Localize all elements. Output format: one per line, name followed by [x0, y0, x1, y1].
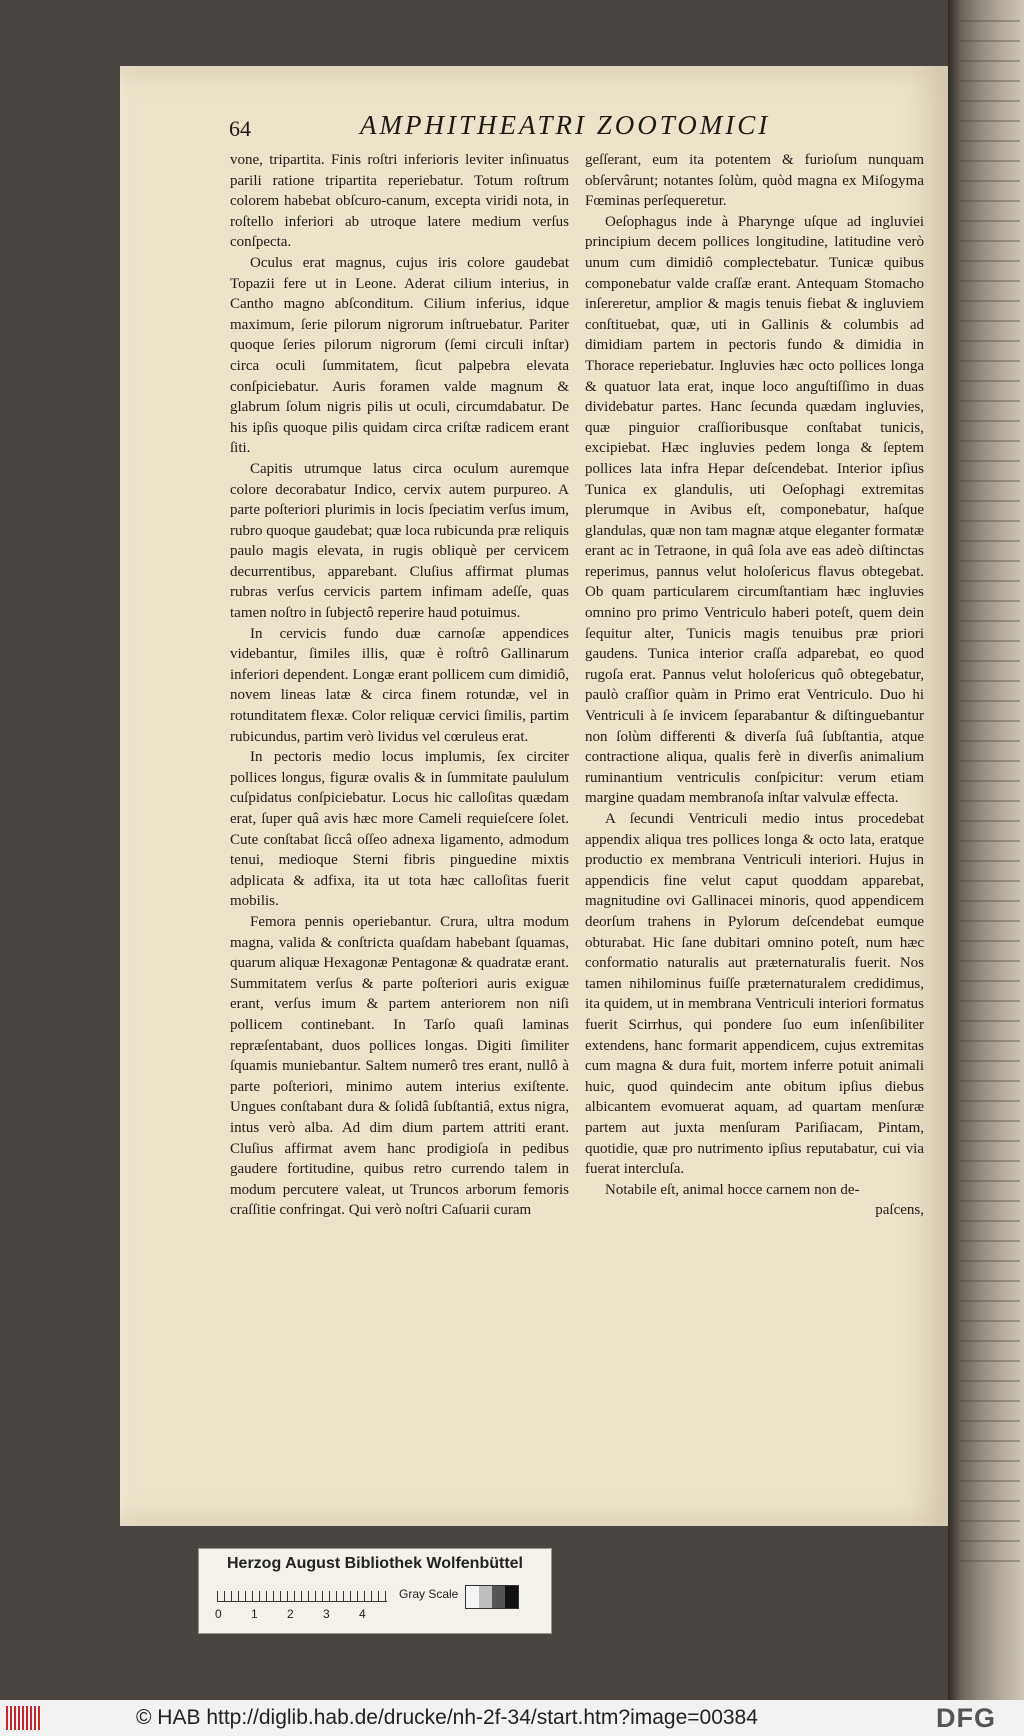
paragraph: A ſecundi Ventriculi medio intus procedebat appendix aliqua tres pollices longa & octo lata, eratque productio ex membrana Ventriculi interiori. Hujus in appendicis fine velut caput quoddam apparebat, magnitudine ovi Gallinacei minoris, quod appendicem deorſum trahens in Pylorum deſcendebat eumque obturabat. Hic ſane dubitari omnino poteſt, num hæc conformatio naturalis aut præternaturalis fuerit. Nos tamen nihilominus fuiſſe præternaturalem credidimus, ita quidem, ut in membrana Ventriculi interiori formatus fuerit Scirrhus, qui pondere ſuo eum inſenſibiliter extendens, hanc formarit appendicem, cujus extremitas cum magna & dura fuit, mortem inferre potuit animali huic, quod quindecim ante obitum ipſius diebus albicantem evomuerat aquam, ad quartam menſuræ partem aut juxta menſuram Pariſiacam, Pintam, quotidie, quæ pro nutrimento ipſius reputabatur, cui via fuerat intercluſa. — [585, 811, 924, 1178]
paragraph: vone, tripartita. Finis roſtri inferioris leviter inſinuatus parili ratione tripartita reperiebatur. Totum roſtrum colorem habebat obſcuro-canum, excepta viridi nota, in roſtello inferiori ab utroque latere medium verſus conſpecta. — [230, 152, 569, 251]
paragraph: Capitis utrumque latus circa oculum auremque colore decorabatur Indico, cervix autem purpureo. A parte poſteriori plurimis in locis ſpeciatim verſus imum, rubro quoque gaudebat; quæ loca rubicunda præ reliquis paulo magis elevata, in rugis obliquè per cervicem decurrentibus, apparebant. Cluſius affirmat plumas rubras verſus cervicis partem infimam adeſſe, quas tamen noſtro in ſubjectô reperire haud potuimus. — [230, 460, 569, 622]
right-text-column — [585, 150, 924, 1221]
paragraph: In cervicis fundo duæ carnoſæ appendices videbantur, ſimiles illis, quæ è roſtrô Gallinarum inferiori dependent. Longæ erant pollicem cum dimidiô, novem lineas latæ & circa finem rotundæ, vel in rotunditatem flexæ. Color reliquæ cervici ſimilis, partim rubicundus, partim verò lividus vel cœruleus erat. — [230, 625, 569, 745]
paragraph: Notabile eſt, animal hocce carnem non de- — [605, 1181, 860, 1198]
ruler-number: 0 — [215, 1607, 222, 1621]
running-head: AMPHITHEATRI ZOOTOMICI — [360, 110, 771, 140]
paragraph: Oculus erat magnus, cujus iris colore gaudebat Topazii fere ut in Leone. Aderat cilium interius, in Cantho magno abſconditum. Cilium inferius, idque maximum, ſerie pilorum nigrorum inſtruebatur. Pariter quoque ſeries pilorum nigrorum (ſemi circuli inſtar) circa oculi ſummitatem, ſicut palpebra elevata conſpiciebatur. Auris foramen valde magnum & glabrum ſolum nigris pilis ut oculi, circumdabatur. De his ipſis quoque pilis quidam circa criſtæ radicem erant ſiti. — [230, 254, 569, 457]
ruler-number: 1 — [251, 1607, 258, 1621]
library-label-title: Herzog August Bibliothek Wolfenbüttel — [227, 1555, 523, 1572]
ruler — [217, 1583, 387, 1602]
footer-bar — [0, 1700, 1024, 1736]
ruler-number: 4 — [359, 1607, 366, 1621]
gray-swatch — [479, 1586, 492, 1608]
paragraph: Femora pennis operiebantur. Crura, ultra modum magna, valida & conſtricta quaſdam habebant ſquamas, quarum aliquæ Hexagonæ Pentagonæ & quadratæ erant. Summitatem verſus & parte poſteriori auris exiguæ erant, verſus imum & partem anteriorem non niſi pollicem continebant. In Tarſo quaſi laminas repræſentabant, duos pollices longas. Digiti ſimiliter ſquamis muniebantur. Saltem numerô tres erant, nullô à parte poſteriori, minimo autem interius exiſtente. Ungues conſtabant dura & ſolidâ ſubſtantiâ, extus nigra, intus verò alba. Ad dim dium partem attriti erant. Cluſius affirmat avem hanc prodigioſa in pedibus gaudere fortitudine, quibus retro currendo talem in modum percutere valeat, ut Truncos arborum femoris craſſitie confringat. Qui verò noſtri Caſuarii curam — [230, 913, 569, 1219]
ruler-number: 2 — [287, 1607, 294, 1621]
hab-logo-icon — [6, 1706, 42, 1730]
footer-citation-link[interactable]: © HAB http://diglib.hab.de/drucke/nh-2f-34/start.htm?image=00384 — [136, 1706, 758, 1729]
gray-swatch — [492, 1586, 505, 1608]
paragraph: geſſerant, eum ita potentem & furioſum nunquam obſervârunt; notantes ſolùm, quòd magna ex Miſogyma Fœminas perſequeretur. — [585, 152, 924, 210]
gray-scale-swatches — [465, 1585, 519, 1609]
paragraph: Oeſophagus inde à Pharynge uſque ad ingluviei principium decem pollices longitudine, latitudine verò unum cum dimidiô complectebatur. Tunicæ quibus componebatur valde craſſæ erant. Antequam Stomacho inſereretur, amplior & magis tenuis fiebat & ingluviem conſtituebat, quæ, uti in Gallinis & columbis ad dimidiam partem in pectoris fundo & dimidia in Thorace reperiebatur. Ingluvies hæc octo pollices longa & quatuor lata erat, inque loco anguſtiſſimo in duas dividebatur partes. Hanc ſecunda quædam ingluvies, quæ pinguior craſſioribusque conſtabat tunicis, excipiebat. Hæc ingluvies pedem longa & ſeptem pollices lata infra Hepar deſcendebat. Interior ipſius Tunica ex glandulis, uti Oeſophagi extremitas plerumque in Avibus eſt, componebatur, haſque glandulas, quæ non tam magnæ atque eleganter formatæ erant ac in Tetraone, in quâ ſola ave eas adeò diſtinctas reperimus, pannus velut holoſericus flavus obtegebat. Ob quam particularem circumſtantiam hæc ingluvies omnino pro primo Ventriculo haberi poteſt, quem dein ſequitur alter, Tunicis magis tenuibus præ priori gaudens. Tunica interior craſſa adparebat, eo quod rugoſa erat. Pannus velut holoſericus quô obtegebatur, paulò craſſior quàm in Primo erat Ventriculo. Duo hi Ventriculi à ſe invicem ſeparabantur & diſtinguebantur non ſolùm differenti & diverſa ſuâ ſubſtantia, atque contractione aliqua, qualis ferè in diverſis animalium ruminantium ventriculis conſpicitur: verum etiam margine quadam membranoſa inſtar valvulæ effecta. — [585, 213, 924, 807]
left-text-column — [230, 150, 569, 1221]
ruler-number: 3 — [323, 1607, 330, 1621]
dfg-logo: DFG — [936, 1703, 996, 1733]
paragraph: In pectoris medio locus implumis, ſex circiter pollices longus, figuræ ovalis & in ſummitate paululum cuſpidatus conſpiciebatur. Locus hic calloſitas quædam erat, ſuper quâ avis hæc more Cameli requieſcere ſolet. Cute conſtabat ſiccâ oſſeo adnexa ligamento, admodum tenui, medioque Sterni fibris pinguedine mixtis adplicata & adfixa, ita ut tota hæc calloſitas fuerit mobilis. — [230, 749, 569, 910]
library-label — [198, 1548, 552, 1634]
facing-page-bleed — [960, 10, 1020, 1570]
gray-swatch — [466, 1586, 479, 1608]
page-number: 64 — [229, 116, 251, 141]
gray-scale-label: Gray Scale — [399, 1587, 459, 1601]
catchword: paſcens, — [875, 1202, 924, 1219]
gray-swatch — [505, 1586, 518, 1608]
